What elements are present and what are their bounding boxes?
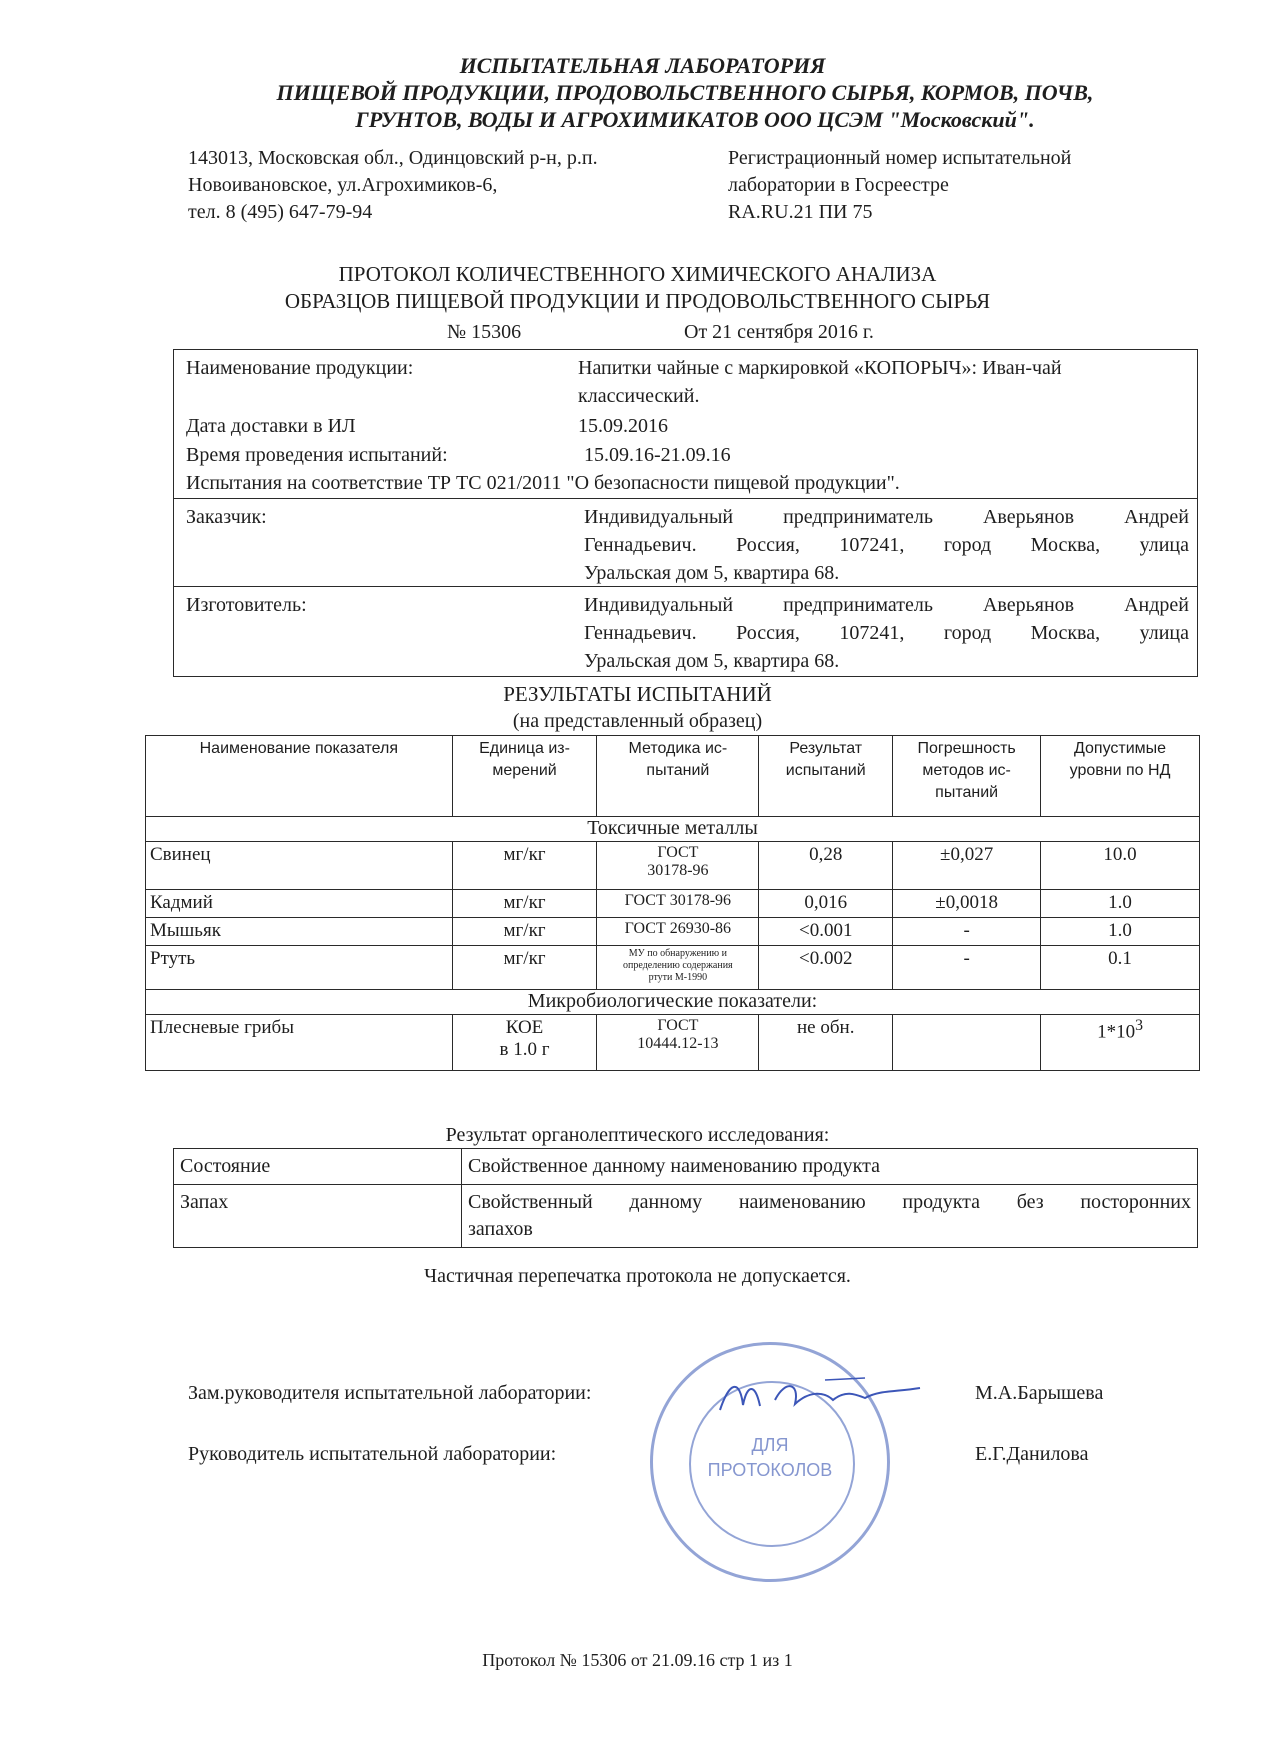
row-name: Кадмий xyxy=(146,890,453,918)
row-result: не обн. xyxy=(759,1015,893,1071)
reprint-note: Частичная перепечатка протокола не допускается. xyxy=(424,1265,851,1287)
registration-line: Регистрационный номер испытательной xyxy=(728,147,1072,169)
group-toxic-metals: Токсичные металлы xyxy=(146,817,1200,842)
delivery-date-value: 15.09.2016 xyxy=(578,415,668,437)
row-name: Свинец xyxy=(146,842,453,890)
testing-time-label: Время проведения испытаний: xyxy=(186,444,448,466)
stamp-text: ДЛЯ xyxy=(751,1435,789,1455)
delivery-date-label: Дата доставки в ИЛ xyxy=(186,415,356,437)
header-error: Погрешность методов ис- пытаний xyxy=(893,736,1041,817)
protocol-title-line-1: ПРОТОКОЛ КОЛИЧЕСТВЕННОГО ХИМИЧЕСКОГО АНАЛИЗА xyxy=(338,262,937,286)
manufacturer-line: Геннадьевич. Россия, 107241, город Москва, улица xyxy=(584,622,1189,644)
row-error: ±0,0018 xyxy=(893,890,1041,918)
registration-line: RA.RU.21 ПИ 75 xyxy=(728,201,873,223)
table-row xyxy=(174,1149,1198,1185)
header-unit: Единица из- мерений xyxy=(452,736,597,817)
table-row xyxy=(146,946,1200,990)
row-allowed: $1*10^3$ xyxy=(1041,1015,1200,1071)
row-unit: мг/кг xyxy=(452,890,597,918)
smell-value xyxy=(462,1185,1198,1248)
row-method: МУ по обнаружению и определению содержания ртути М-1990 xyxy=(597,946,759,990)
row-result: 0,016 xyxy=(759,890,893,918)
header-method: Методика ис- пытаний xyxy=(597,736,759,817)
row-unit: КОЕ в 1.0 г xyxy=(452,1015,597,1071)
registration-line: лаборатории в Госреестре xyxy=(728,174,949,196)
organoleptic-table xyxy=(173,1148,1198,1248)
customer-value xyxy=(584,503,1189,587)
row-unit: мг/кг xyxy=(452,946,597,990)
lab-title xyxy=(0,52,1275,133)
row-error xyxy=(893,1015,1041,1071)
table-row xyxy=(146,890,1200,918)
product-info-row xyxy=(174,350,1197,498)
testing-time-value: 15.09.16-21.09.16 xyxy=(584,444,731,466)
table-row xyxy=(146,918,1200,946)
protocol-number: № 15306 xyxy=(447,321,522,343)
row-error: ±0,027 xyxy=(893,842,1041,890)
row-name: Мышьяк xyxy=(146,918,453,946)
row-method: ГОСТ 30178-96 xyxy=(597,842,759,890)
header-allowed: Допустимые уровни по НД xyxy=(1041,736,1200,817)
customer-row xyxy=(174,498,1197,586)
row-error: - xyxy=(893,918,1041,946)
product-info-box xyxy=(173,349,1198,677)
smell-value-line: запахов xyxy=(468,1218,533,1240)
header-result: Результат испытаний xyxy=(759,736,893,817)
manufacturer-value xyxy=(584,591,1189,675)
group-microbiology: Микробиологические показатели: xyxy=(146,990,1200,1015)
results-header-row xyxy=(146,736,1200,817)
lab-title-line-1: ИСПЫТАТЕЛЬНАЯ ЛАБОРАТОРИЯ xyxy=(459,53,826,78)
head-name: Е.Г.Данилова xyxy=(975,1443,1089,1465)
address-line: 143013, Московская обл., Одинцовский р-н, р.п. xyxy=(188,147,598,169)
row-name: Ртуть xyxy=(146,946,453,990)
table-row xyxy=(174,1185,1198,1248)
row-allowed: 0.1 xyxy=(1041,946,1200,990)
smell-value-line: Свойственный данному наименованию продукта без посторонних xyxy=(468,1191,1191,1213)
row-method: ГОСТ 30178-96 xyxy=(597,890,759,918)
row-result: <0.002 xyxy=(759,946,893,990)
row-result: <0.001 xyxy=(759,918,893,946)
lab-address xyxy=(188,145,598,226)
state-value: Свойственное данному наименованию продукта xyxy=(462,1149,1198,1185)
customer-label: Заказчик: xyxy=(186,506,267,528)
product-value-line: Напитки чайные с маркировкой «КОПОРЫЧ»: Иван-чай xyxy=(578,357,1062,379)
address-line: тел. 8 (495) 647-79-94 xyxy=(188,201,373,223)
organoleptic-title: Результат органолептического исследования: xyxy=(445,1124,830,1146)
protocol-date: От 21 сентября 2016 г. xyxy=(684,321,874,343)
handwritten-signature xyxy=(715,1370,925,1430)
results-title: РЕЗУЛЬТАТЫ ИСПЫТАНИЙ xyxy=(503,682,772,706)
row-allowed: 1.0 xyxy=(1041,890,1200,918)
registration-info xyxy=(728,145,1071,226)
row-name: Плесневые грибы xyxy=(146,1015,453,1071)
deputy-name: М.А.Барышева xyxy=(975,1382,1104,1404)
deputy-label: Зам.руководителя испытательной лаборатории: xyxy=(188,1382,592,1404)
row-method: ГОСТ 26930-86 xyxy=(597,918,759,946)
customer-line: Геннадьевич. Россия, 107241, город Москва, улица xyxy=(584,534,1189,556)
manufacturer-line: Индивидуальный предприниматель Аверьянов Андрей xyxy=(584,594,1189,616)
state-label: Состояние xyxy=(174,1149,462,1185)
row-error: - xyxy=(893,946,1041,990)
row-unit: мг/кг xyxy=(452,918,597,946)
protocol-title xyxy=(0,261,1275,315)
results-table xyxy=(145,735,1200,1071)
head-label: Руководитель испытательной лаборатории: xyxy=(188,1443,557,1465)
product-value xyxy=(578,354,1188,410)
customer-line: Уральская дом 5, квартира 68. xyxy=(584,562,840,584)
row-result: 0,28 xyxy=(759,842,893,890)
row-allowed: 1.0 xyxy=(1041,918,1200,946)
header-name: Наименование показателя xyxy=(146,736,453,817)
manufacturer-row xyxy=(174,586,1197,678)
product-value-line: классический. xyxy=(578,385,700,407)
lab-title-line-2: ПИЩЕВОЙ ПРОДУКЦИИ, ПРОДОВОЛЬСТВЕННОГО СЫРЬЯ, КОРМОВ, ПОЧВ, xyxy=(276,80,1094,105)
group-row xyxy=(146,990,1200,1015)
customer-line: Индивидуальный предприниматель Аверьянов Андрей xyxy=(584,506,1189,528)
row-method: ГОСТ 10444.12-13 xyxy=(597,1015,759,1071)
smell-label: Запах xyxy=(174,1185,462,1248)
row-unit: мг/кг xyxy=(452,842,597,890)
page-footer: Протокол № 15306 от 21.09.16 стр 1 из 1 xyxy=(482,1650,793,1670)
address-line: Новоивановское, ул.Агрохимиков-6, xyxy=(188,174,498,196)
protocol-title-line-2: ОБРАЗЦОВ ПИЩЕВОЙ ПРОДУКЦИИ И ПРОДОВОЛЬСТВЕННОГО СЫРЬЯ xyxy=(284,289,991,313)
row-allowed: 10.0 xyxy=(1041,842,1200,890)
manufacturer-label: Изготовитель: xyxy=(186,594,307,616)
results-subtitle: (на представленный образец) xyxy=(512,710,763,732)
table-row xyxy=(146,842,1200,890)
stamp-text: ПРОТОКОЛОВ xyxy=(707,1460,833,1480)
lab-title-line-3: ГРУНТОВ, ВОДЫ И АГРОХИМИКАТОВ ООО ЦСЭМ "Московский". xyxy=(355,107,1035,132)
group-row xyxy=(146,817,1200,842)
table-row xyxy=(146,1015,1200,1071)
manufacturer-line: Уральская дом 5, квартира 68. xyxy=(584,650,840,672)
product-label: Наименование продукции: xyxy=(186,357,414,379)
compliance-text: Испытания на соответствие ТР ТС 021/2011 "О безопасности пищевой продукции". xyxy=(186,472,900,494)
